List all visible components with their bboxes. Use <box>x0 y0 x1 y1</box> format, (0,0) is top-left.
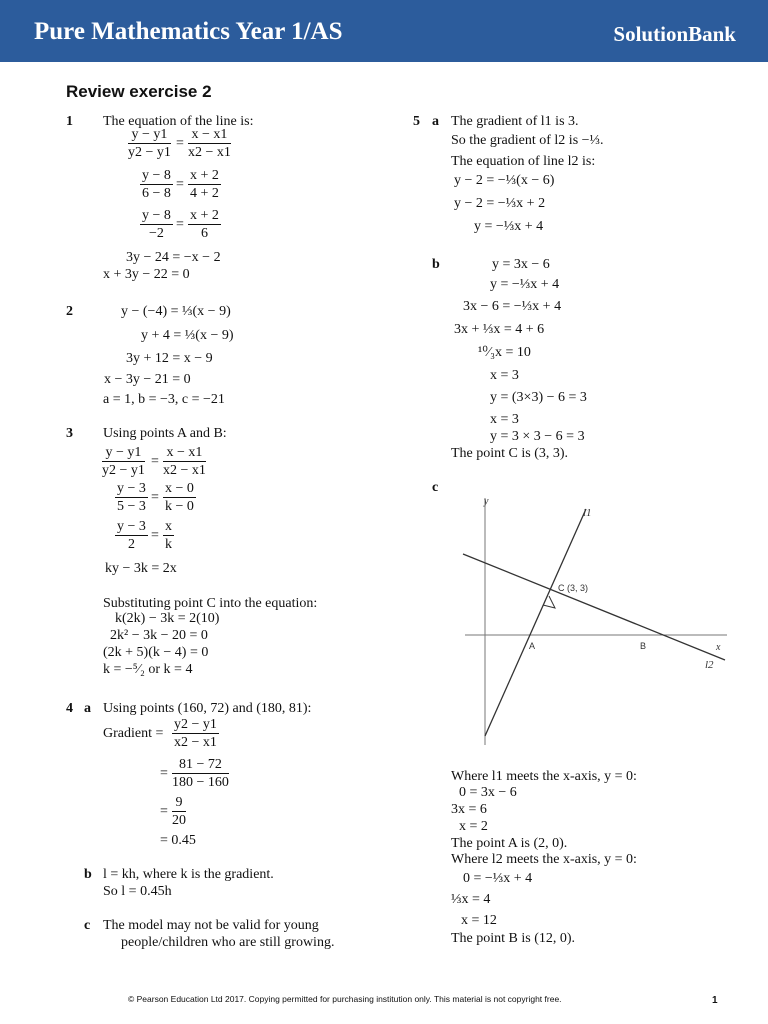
q1-eq2: = <box>176 177 184 192</box>
q3-line6: k(2k) − 3k = 2(10) <box>115 611 220 626</box>
q2-number: 2 <box>66 304 73 319</box>
q1-frac3-right: x + 2 6 <box>190 208 219 241</box>
q5b-line10: The point C is (3, 3). <box>451 446 569 461</box>
q5a-line3: The equation of line l2 is: <box>451 154 596 169</box>
q4c-line1: The model may not be valid for young <box>103 918 319 933</box>
q5b-line6: x = 3 <box>490 368 519 383</box>
q5a-line2: So the gradient of l2 is −⅓. <box>451 133 604 148</box>
q5b-line3: 3x − 6 = −⅓x + 4 <box>463 299 562 314</box>
q1-frac2-right: x + 2 4 + 2 <box>190 168 219 201</box>
q5c-line6: Where l2 meets the x-axis, y = 0: <box>451 852 637 867</box>
q3-intro: Using points A and B: <box>103 426 227 441</box>
q3-line5: Substituting point C into the equation: <box>103 596 318 611</box>
q5b-line5: ¹⁰⁄₃x = 10 <box>478 345 531 360</box>
q3-frac2-left: y − 3 5 − 3 <box>117 481 146 514</box>
q1-eq1: = <box>176 136 184 151</box>
q5c-line2: 0 = 3x − 6 <box>459 785 517 800</box>
q3-number: 3 <box>66 426 73 441</box>
graph-x-label: x <box>716 642 721 653</box>
q4-eq1: = <box>160 766 168 781</box>
q5b-line4: 3x + ⅓x = 4 + 6 <box>454 322 545 337</box>
q2-line3: 3y + 12 = x − 9 <box>126 351 213 366</box>
q5a-line6: y = −⅓x + 4 <box>474 219 544 234</box>
graph-y-label: y <box>484 496 489 507</box>
q4a-intro: Using points (160, 72) and (180, 81): <box>103 701 312 716</box>
q3-eq1: = <box>151 454 159 469</box>
q4c-line2: people/children who are still growing. <box>121 935 335 950</box>
q5b-label: b <box>432 257 440 272</box>
q5c-line3: 3x = 6 <box>451 802 487 817</box>
q4b-line1: l = kh, where k is the gradient. <box>103 867 274 882</box>
q2-line1: y − (−4) = ⅓(x − 9) <box>121 304 231 319</box>
q5c-line8: ⅓x = 4 <box>451 892 491 907</box>
q1-eq3: = <box>176 217 184 232</box>
section-title: Review exercise 2 <box>66 82 212 101</box>
q2-line4: x − 3y − 21 = 0 <box>104 372 191 387</box>
q3-line4: ky − 3k = 2x <box>105 561 177 576</box>
q5a-line5: y − 2 = −⅓x + 2 <box>454 196 546 211</box>
graph-point-b-label: B <box>640 641 647 651</box>
q4a-label: a <box>84 701 91 716</box>
q4-eq2: = <box>160 804 168 819</box>
q5b-line7: y = (3×3) − 6 = 3 <box>490 390 587 405</box>
q2-line5: a = 1, b = −3, c = −21 <box>103 392 225 407</box>
brand-name: SolutionBank <box>613 22 736 46</box>
q3-line8: (2k + 5)(k − 4) = 0 <box>103 645 209 660</box>
q5b-line1: y = 3x − 6 <box>492 257 550 272</box>
q5c-line5: The point A is (2, 0). <box>451 836 568 851</box>
q1-frac1-right: x − x1 x2 − x1 <box>188 127 231 160</box>
footer-copyright: © Pearson Education Ltd 2017. Copying permitted for purchasing institution only. This material is not copyright free. <box>128 994 562 1004</box>
graph-l2-label: l2 <box>705 659 714 671</box>
q5b-line8: x = 3 <box>490 412 519 427</box>
graph-l1-label: l1 <box>583 507 592 519</box>
graph-point-a-label: A <box>529 641 536 651</box>
book-title: Pure Mathematics Year 1/AS <box>34 18 343 45</box>
q3-line9: k = −⁵⁄₂ or k = 4 <box>103 662 193 677</box>
q3-frac2-right: x − 0 k − 0 <box>165 481 194 514</box>
q4-grad-frac3: 9 20 <box>172 795 186 828</box>
q5c-line9: x = 12 <box>461 913 497 928</box>
q4-number: 4 <box>66 701 73 716</box>
q4b-label: b <box>84 867 92 882</box>
q5-graph <box>455 490 745 755</box>
q1-number: 1 <box>66 114 73 129</box>
q3-frac3-left: y − 3 2 <box>117 519 146 552</box>
q3-eq2: = <box>151 490 159 505</box>
graph-line-l2 <box>463 554 725 660</box>
q4b-line2: So l = 0.45h <box>103 884 172 899</box>
q5a-line1: The gradient of l1 is 3. <box>451 114 579 129</box>
q1-frac3-left: y − 8 −2 <box>142 208 171 241</box>
q1-line4: 3y − 24 = −x − 2 <box>126 250 221 265</box>
q4-grad-frac2: 81 − 72 180 − 160 <box>172 757 229 790</box>
q4-grad-result: = 0.45 <box>160 833 196 848</box>
q4c-label: c <box>84 918 91 933</box>
q5c-line10: The point B is (12, 0). <box>451 931 576 946</box>
q5c-line4: x = 2 <box>459 819 488 834</box>
q3-frac1-left: y − y1 y2 − y1 <box>102 445 145 478</box>
q1-line5: x + 3y − 22 = 0 <box>103 267 190 282</box>
q3-eq3: = <box>151 528 159 543</box>
q5b-line2: y = −⅓x + 4 <box>490 277 560 292</box>
q4-gradient-label: Gradient = <box>103 726 164 741</box>
q1-frac2-left: y − 8 6 − 8 <box>142 168 171 201</box>
q4-grad-frac1: y2 − y1 x2 − x1 <box>174 717 217 750</box>
q5a-label: a <box>432 114 439 129</box>
header-bar <box>0 0 768 62</box>
q5-number: 5 <box>413 114 420 129</box>
q3-frac3-right: x k <box>165 519 172 552</box>
q5b-line9: y = 3 × 3 − 6 = 3 <box>490 429 585 444</box>
q5c-label: c <box>432 480 439 495</box>
page-number: 1 <box>712 995 718 1006</box>
q5a-line4: y − 2 = −⅓(x − 6) <box>454 173 555 188</box>
q5c-line1: Where l1 meets the x-axis, y = 0: <box>451 769 637 784</box>
q3-frac1-right: x − x1 x2 − x1 <box>163 445 206 478</box>
q3-line7: 2k² − 3k − 20 = 0 <box>110 628 208 643</box>
q2-line2: y + 4 = ⅓(x − 9) <box>141 328 234 343</box>
q1-intro: The equation of the line is: <box>103 114 254 129</box>
graph-point-c-label: C (3, 3) <box>558 583 589 593</box>
q1-frac1-left: y − y1 y2 − y1 <box>128 127 171 160</box>
q5c-line7: 0 = −⅓x + 4 <box>463 871 533 886</box>
